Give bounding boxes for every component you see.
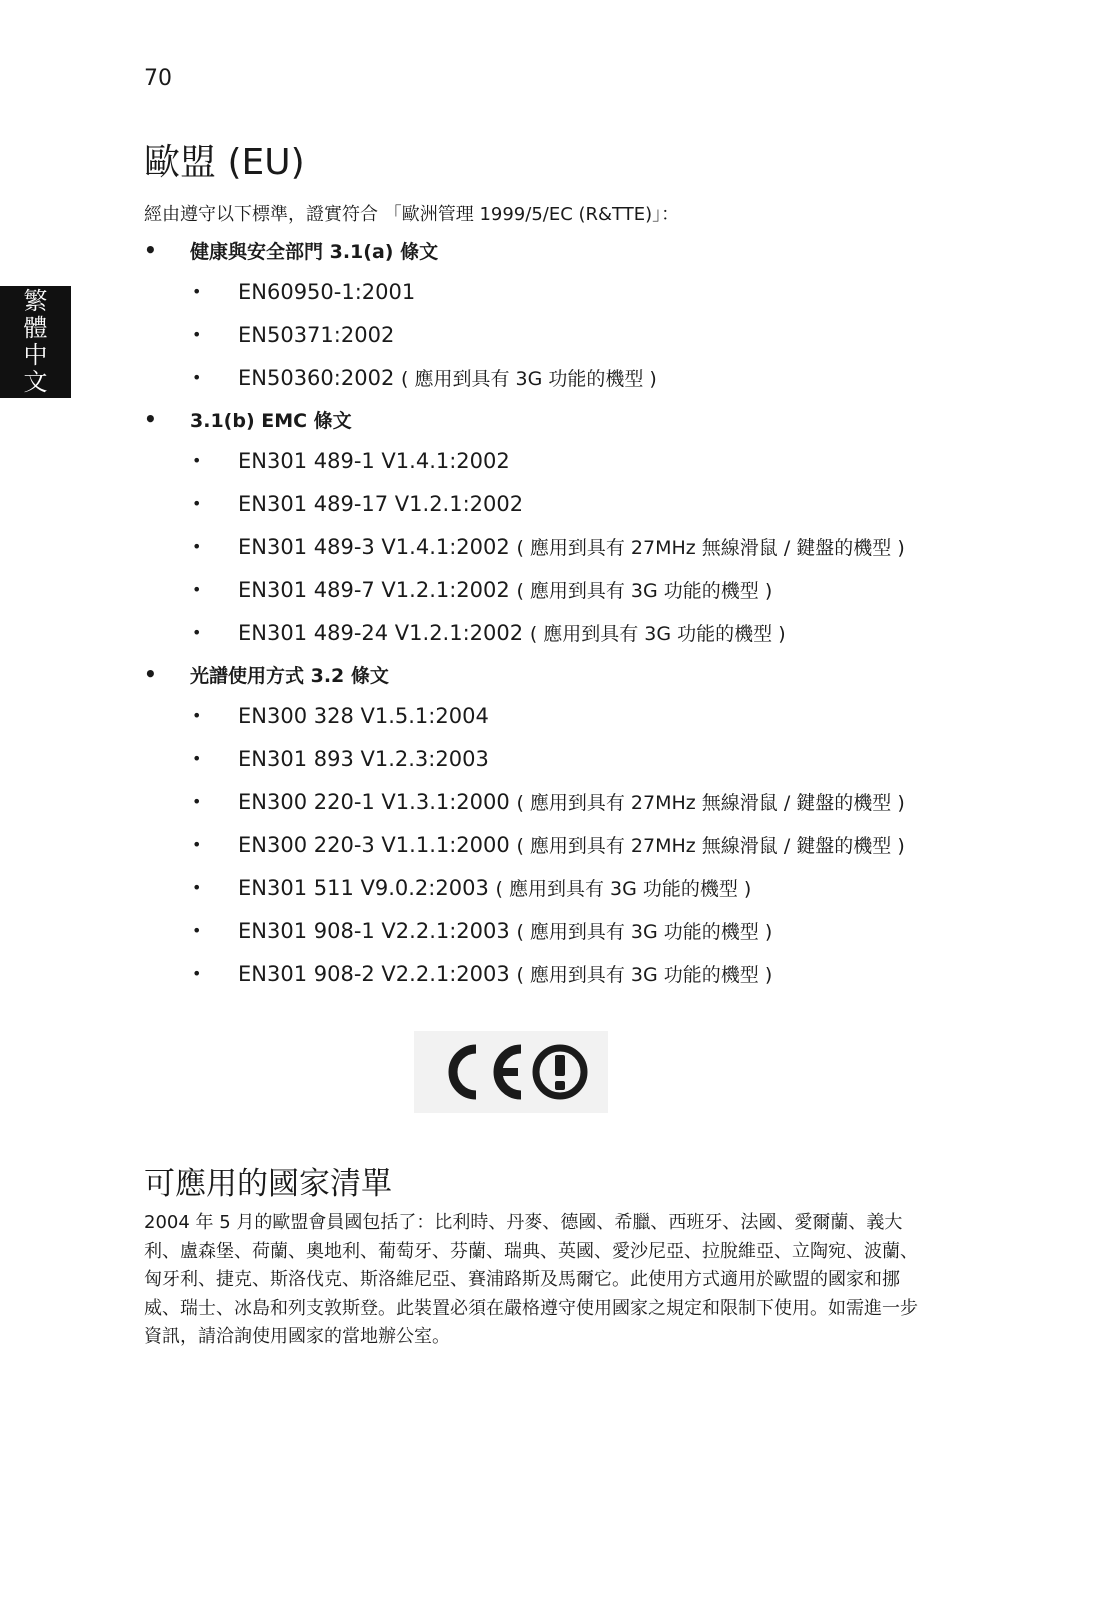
bullet: • bbox=[192, 368, 202, 387]
page-title: 歐盟 (EU) bbox=[144, 142, 305, 183]
standard-code: EN301 489-24 V1.2.1:2002 bbox=[238, 620, 524, 645]
standard-code: EN301 893 V1.2.3:2003 bbox=[238, 746, 489, 771]
bullet: • bbox=[192, 964, 202, 983]
bullet: • bbox=[144, 662, 157, 686]
standard-code: EN301 908-2 V2.2.1:2003 bbox=[238, 961, 510, 986]
bullet: • bbox=[192, 325, 202, 344]
side-tab-char: 繁 bbox=[23, 287, 48, 315]
bullet: • bbox=[192, 921, 202, 940]
standard-item bbox=[144, 356, 1044, 399]
standard-item bbox=[144, 737, 1044, 780]
standard-item bbox=[144, 482, 1044, 525]
section-heading bbox=[144, 399, 1044, 439]
standard-code: EN60950-1:2001 bbox=[238, 279, 416, 304]
standard-code: EN301 489-1 V1.4.1:2002 bbox=[238, 448, 510, 473]
standard-code: EN301 908-1 V2.2.1:2003 bbox=[238, 918, 510, 943]
standard-note: ( 應用到具有 3G 功能的機型 ) bbox=[516, 580, 773, 602]
intro-text: 經由遵守以下標準，證實符合 「歐洲管理 1999/5/EC (R&TTE)」： bbox=[144, 204, 680, 225]
standard-code: EN50360:2002 bbox=[238, 365, 395, 390]
bullet: • bbox=[192, 451, 202, 470]
ce-alert-mark-icon bbox=[414, 1031, 608, 1113]
bullet: • bbox=[192, 749, 202, 768]
standard-note: ( 應用到具有 3G 功能的機型 ) bbox=[529, 623, 786, 645]
bullet: • bbox=[192, 537, 202, 556]
bullet: • bbox=[192, 792, 202, 811]
bullet: • bbox=[144, 238, 157, 262]
standard-code: EN301 489-17 V1.2.1:2002 bbox=[238, 491, 524, 516]
bullet: • bbox=[192, 282, 202, 301]
bullet: • bbox=[192, 623, 202, 642]
standard-item bbox=[144, 270, 1044, 313]
standard-note: ( 應用到具有 3G 功能的機型 ) bbox=[401, 368, 657, 390]
bullet: • bbox=[192, 878, 202, 897]
standard-code: EN301 511 V9.0.2:2003 bbox=[238, 875, 489, 900]
standard-note: ( 應用到具有 27MHz 無線滑鼠 / 鍵盤的機型 ) bbox=[516, 835, 905, 857]
standard-item bbox=[144, 952, 1044, 995]
standard-item bbox=[144, 909, 1044, 952]
standard-code: EN301 489-3 V1.4.1:2002 bbox=[238, 534, 510, 559]
standard-item bbox=[144, 568, 1044, 611]
language-side-tab bbox=[0, 286, 71, 398]
standard-item bbox=[144, 780, 1044, 823]
bullet: • bbox=[192, 835, 202, 854]
bullet: • bbox=[192, 494, 202, 513]
bullet: • bbox=[144, 407, 157, 431]
section-heading-text: 健康與安全部門 3.1(a) 條文 bbox=[190, 240, 439, 263]
standard-item bbox=[144, 611, 1044, 654]
standard-item bbox=[144, 866, 1044, 909]
bullet: • bbox=[192, 580, 202, 599]
standard-note: ( 應用到具有 3G 功能的機型 ) bbox=[495, 878, 752, 900]
side-tab-char: 文 bbox=[23, 368, 48, 396]
standard-note: ( 應用到具有 3G 功能的機型 ) bbox=[516, 921, 773, 943]
side-tab-char: 中 bbox=[23, 341, 48, 369]
standard-item bbox=[144, 313, 1044, 356]
standard-item bbox=[144, 694, 1044, 737]
standard-item bbox=[144, 823, 1044, 866]
side-tab-char: 體 bbox=[23, 314, 48, 342]
standard-code: EN301 489-7 V1.2.1:2002 bbox=[238, 577, 510, 602]
standard-code: EN300 328 V1.5.1:2004 bbox=[238, 703, 489, 728]
section-heading bbox=[144, 654, 1044, 694]
standard-code: EN50371:2002 bbox=[238, 322, 395, 347]
bullet: • bbox=[192, 706, 202, 725]
standard-note: ( 應用到具有 27MHz 無線滑鼠 / 鍵盤的機型 ) bbox=[516, 537, 905, 559]
standard-note: ( 應用到具有 3G 功能的機型 ) bbox=[516, 964, 773, 986]
standard-code: EN300 220-1 V1.3.1:2000 bbox=[238, 789, 510, 814]
countries-paragraph: 2004 年 5 月的歐盟會員國包括了：比利時、丹麥、德國、希臘、西班牙、法國、愛爾蘭、義大利、盧森堡、荷蘭、奧地利、葡萄牙、芬蘭、瑞典、英國、愛沙尼亞、拉脫維亞、立陶宛、波蘭、匈牙利、捷克、斯洛伐克、斯洛維尼亞、賽浦路斯及馬爾它。此使用方式適用於歐盟的國家和挪威、瑞士、冰島和列支敦斯登。此裝置必須在嚴格遵守使用國家之規定和限制下使用。如需進一步資訊，請洽詢使用國家的當地辦公室。 bbox=[144, 1212, 918, 1347]
standard-note: ( 應用到具有 27MHz 無線滑鼠 / 鍵盤的機型 ) bbox=[516, 792, 905, 814]
section-heading-text: 3.1(b) EMC 條文 bbox=[190, 409, 352, 432]
section-heading-text: 光譜使用方式 3.2 條文 bbox=[190, 664, 389, 687]
section-heading bbox=[144, 230, 1044, 270]
countries-heading: 可應用的國家清單 bbox=[144, 1166, 392, 1202]
standard-item bbox=[144, 439, 1044, 482]
standard-item bbox=[144, 525, 1044, 568]
page-number: 70 bbox=[144, 66, 172, 91]
standard-code: EN300 220-3 V1.1.1:2000 bbox=[238, 832, 510, 857]
standards-list bbox=[144, 230, 1044, 995]
